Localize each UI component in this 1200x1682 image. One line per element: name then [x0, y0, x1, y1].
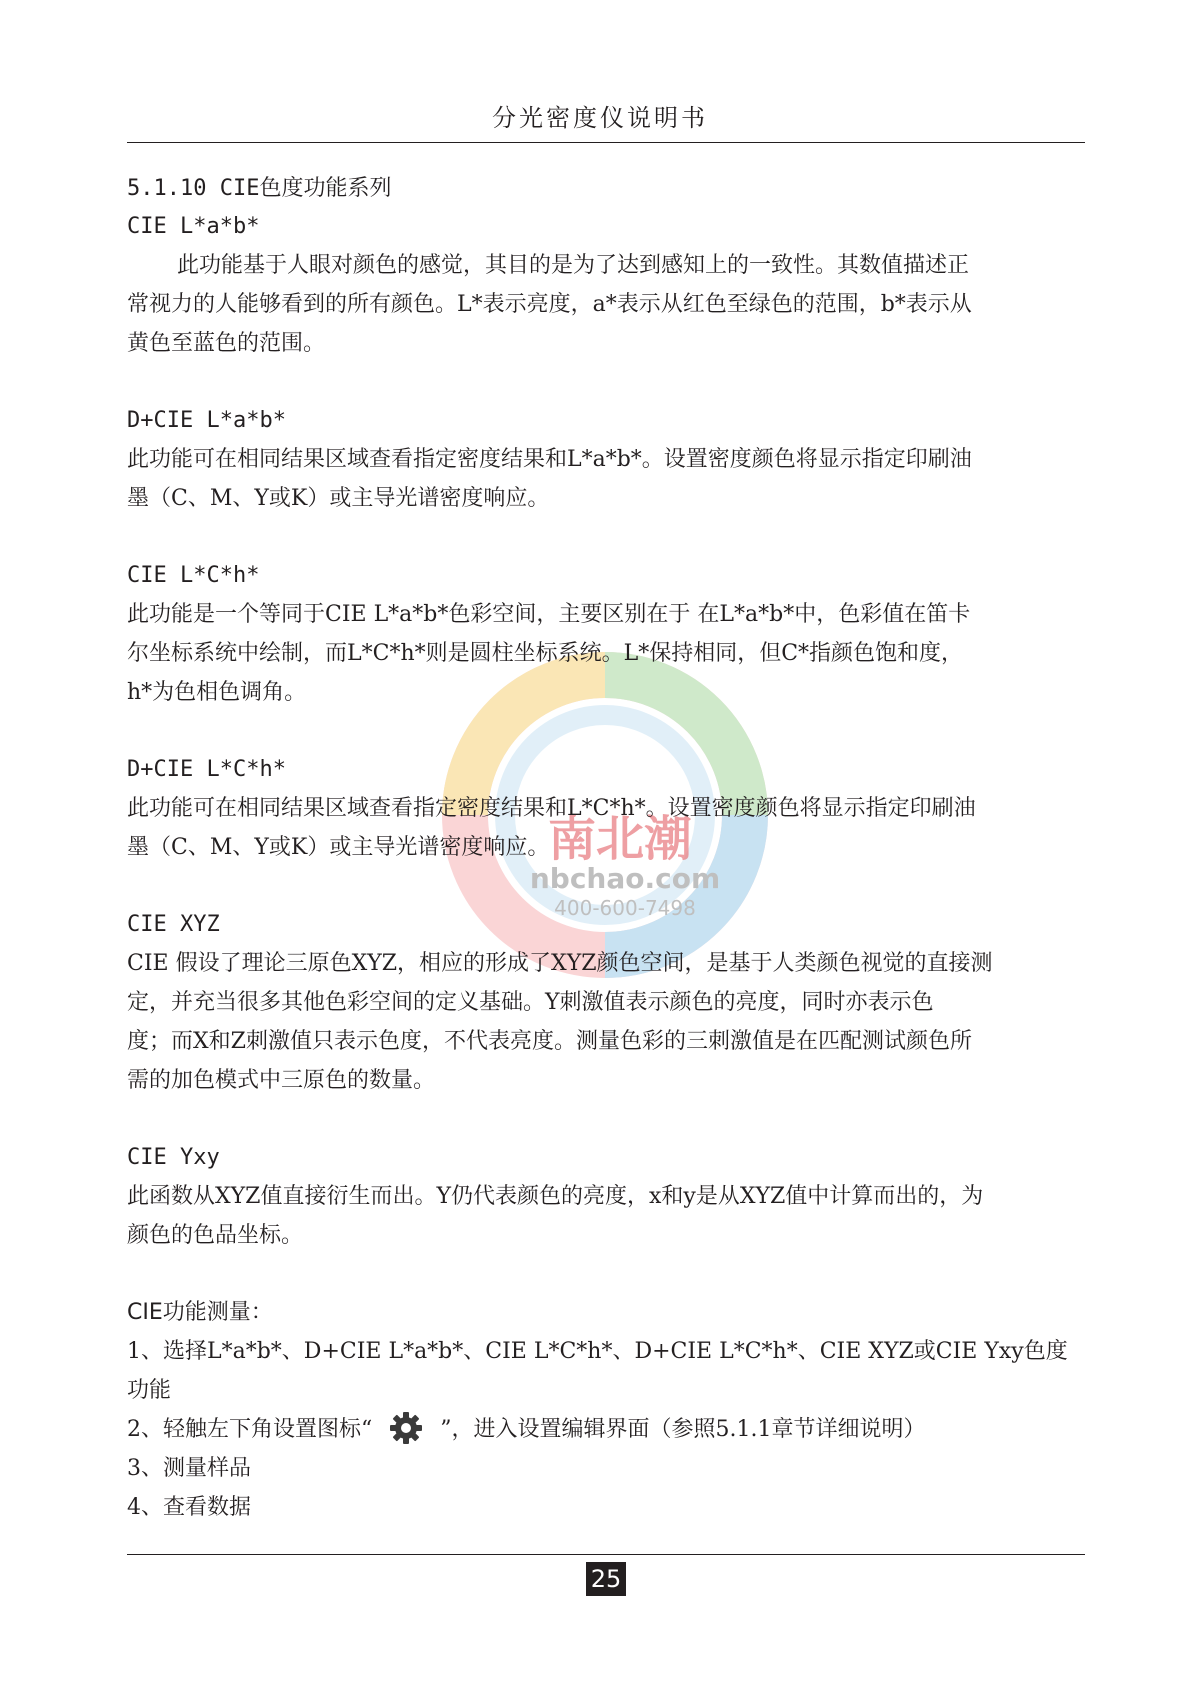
paragraph-line: 此功能是一个等同于CIE L*a*b*色彩空间，主要区别在于 在L*a*b*中，色彩值在笛卡 — [127, 602, 971, 627]
block-title: D+CIE L*C*h* — [127, 757, 286, 782]
step-3: 3、测量样品 — [127, 1456, 251, 1481]
paragraph-line: 定，并充当很多其他色彩空间的定义基础。Y刺激值表示颜色的亮度，同时亦表示色 — [127, 990, 934, 1015]
block-title: CIE L*C*h* — [127, 563, 260, 588]
step-2 — [127, 1410, 1087, 1449]
block-cie-yxy — [127, 1139, 1087, 1255]
paragraph-line: 墨（C、M、Y或K）或主导光谱密度响应。 — [127, 486, 550, 511]
watermark-name: 南北潮 — [547, 811, 692, 867]
block-title: CIE XYZ — [127, 912, 220, 937]
step-2-text-after: ”，进入设置编辑界面（参照5.1.1章节详细说明） — [440, 1417, 926, 1442]
paragraph-line: 此功能可在相同结果区域查看指定密度结果和L*a*b*。设置密度颜色将显示指定印刷油 — [127, 447, 972, 472]
watermark-url: nbchao.com — [529, 862, 721, 895]
paragraph-line: h*为色相色调角。 — [127, 680, 307, 705]
block-cie-xyz — [127, 906, 1087, 1100]
block-title: CIE Yxy — [127, 1145, 220, 1170]
paragraph-line: 此功能可在相同结果区域查看指定密度结果和L*C*h*。设置密度颜色将显示指定印刷油 — [127, 796, 976, 821]
footer-rule — [127, 1554, 1085, 1555]
page-content — [127, 170, 1087, 1527]
step-1: 1、选择L*a*b*、D+CIE L*a*b*、CIE L*C*h*、D+CIE L*C*h*、CIE XYZ或CIE Yxy色度 — [127, 1339, 1068, 1364]
paragraph-line: 黄色至蓝色的范围。 — [127, 331, 326, 356]
page-number: 25 — [586, 1562, 626, 1596]
step-2-text-before: 2、轻触左下角设置图标“ — [127, 1417, 373, 1442]
step-1-continued: 功能 — [127, 1378, 172, 1403]
paragraph-line: 常视力的人能够看到的所有颜色。L*表示亮度，a*表示从红色至绿色的范围，b*表示从 — [127, 292, 972, 317]
paragraph-line: 尔坐标系统中绘制，而L*C*h*则是圆柱坐标系统。L*保持相同，但C*指颜色饱和度， — [127, 641, 964, 666]
paragraph-line: 度；而X和Z刺激值只表示色度，不代表亮度。测量色彩的三刺激值是在匹配测试颜色所 — [127, 1029, 972, 1054]
header-rule — [127, 142, 1085, 143]
paragraph-line: 需的加色模式中三原色的数量。 — [127, 1068, 436, 1093]
step-4: 4、查看数据 — [127, 1495, 251, 1520]
block-measurement — [127, 1294, 1087, 1527]
block-d-cie-lab — [127, 402, 1087, 518]
paragraph-line: 此功能基于人眼对颜色的感觉，其目的是为了达到感知上的一致性。其数值描述正 — [177, 253, 970, 278]
paragraph-line: 颜色的色品坐标。 — [127, 1223, 304, 1248]
paragraph-line: 此函数从XYZ值直接衍生而出。Y仍代表颜色的亮度，x和y是从XYZ值中计算而出的，为 — [127, 1184, 984, 1209]
section-heading: 5.1.10 CIE色度功能系列 — [127, 176, 392, 201]
block-cie-lab — [127, 208, 1087, 363]
block-title: D+CIE L*a*b* — [127, 408, 286, 433]
measurement-title: CIE功能测量： — [127, 1300, 273, 1325]
document-title: 分光密度仪说明书 — [492, 104, 708, 132]
gear-icon — [389, 1411, 423, 1445]
block-title: CIE L*a*b* — [127, 214, 260, 239]
watermark-phone: 400-600-7498 — [554, 896, 696, 920]
paragraph-line: CIE 假设了理论三原色XYZ，相应的形成了XYZ颜色空间，是基于人类颜色视觉的直接测 — [127, 951, 993, 976]
block-d-cie-lch — [127, 751, 1087, 867]
paragraph-line: 墨（C、M、Y或K）或主导光谱密度响应。 — [127, 835, 550, 860]
block-cie-lch — [127, 557, 1087, 712]
